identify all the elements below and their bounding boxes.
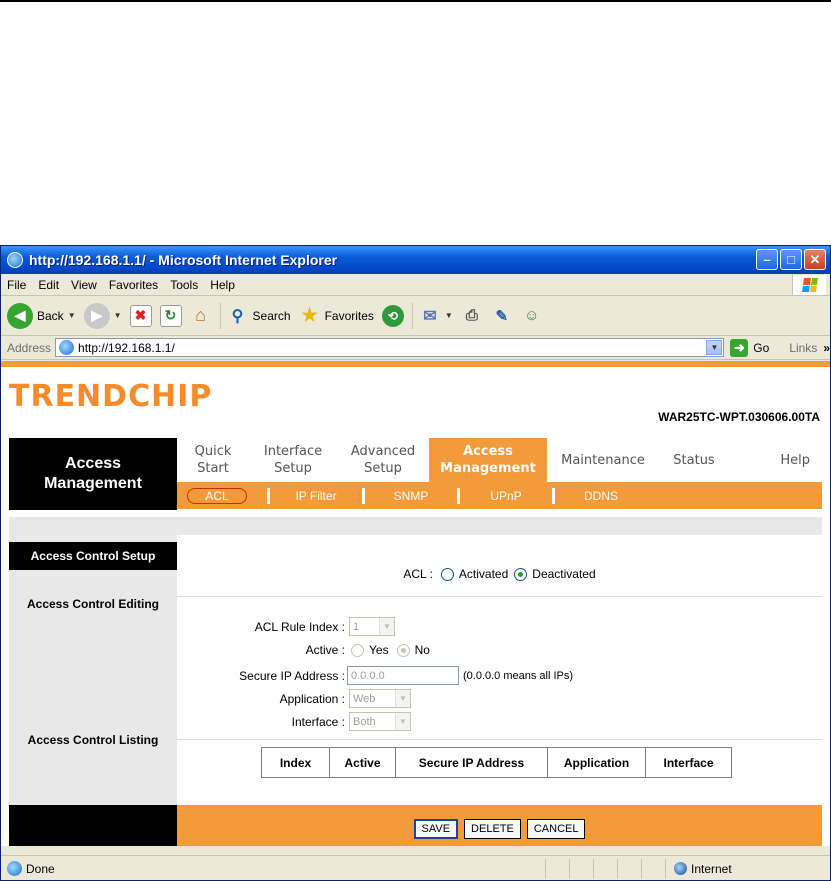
menu-bar (1, 274, 830, 296)
print-button[interactable] (461, 305, 483, 327)
section-title: Access Management (9, 438, 177, 510)
maximize-button[interactable]: □ (780, 249, 802, 270)
chevron-down-icon: ▼ (395, 713, 410, 730)
top-rule (0, 0, 831, 2)
subtab-acl[interactable]: ACL (187, 488, 247, 504)
interface-label: Interface : (291, 714, 345, 729)
subtab-ddns[interactable]: DDNS (583, 488, 618, 503)
interface-select[interactable] (349, 712, 411, 731)
search-label: Search (252, 308, 291, 323)
access-control-listing-label: Access Control Listing (27, 733, 159, 747)
chevron-down-icon: ▼ (379, 618, 394, 635)
chevron-down-icon: ▼ (67, 311, 76, 320)
globe-icon (674, 862, 687, 875)
secure-ip-hint: (0.0.0.0 means all IPs) (463, 669, 574, 682)
zone-label: Internet (691, 861, 732, 876)
footer-actions (177, 805, 822, 846)
status-pane (617, 859, 641, 879)
favorites-button[interactable] (299, 305, 374, 327)
toolbar-separator (412, 303, 413, 329)
acl-label: ACL : (403, 567, 433, 581)
acl-activated-radio[interactable] (441, 568, 454, 581)
address-dropdown-icon[interactable]: ▼ (706, 340, 722, 355)
col-application: Application (548, 748, 646, 778)
chevron-down-icon: ▼ (113, 311, 122, 320)
toolbar-separator (220, 303, 221, 329)
acl-deactivated-label: Deactivated (532, 567, 596, 581)
chevron-down-icon: ▼ (395, 690, 410, 707)
forward-arrow-icon: ▶ (84, 303, 110, 329)
window-title: http://192.168.1.1/ - Microsoft Internet Explorer (29, 252, 338, 268)
tab-advanced-setup[interactable]: Advanced Setup (350, 444, 416, 476)
status-pane (641, 859, 665, 879)
stop-button[interactable] (130, 305, 152, 327)
application-value: Web (353, 692, 376, 705)
save-button[interactable]: SAVE (414, 819, 459, 839)
menu-view[interactable]: View (71, 277, 97, 292)
active-yes-label: Yes (369, 643, 389, 657)
page-icon (59, 340, 74, 355)
minimize-button[interactable]: – (756, 249, 778, 270)
status-pane (569, 859, 593, 879)
application-select[interactable] (349, 689, 411, 708)
acl-listing-table (261, 747, 732, 778)
security-zone (665, 859, 830, 879)
secure-ip-row (177, 666, 573, 685)
home-button[interactable] (190, 305, 212, 327)
acl-row (177, 567, 822, 581)
back-button[interactable] (7, 303, 76, 329)
main-nav (177, 438, 822, 482)
interface-row (177, 712, 411, 731)
divider (177, 739, 822, 740)
stop-icon: ✖ (130, 305, 152, 327)
go-button[interactable]: Go (753, 340, 770, 355)
interface-value: Both (353, 715, 376, 728)
delete-button[interactable]: DELETE (464, 819, 521, 839)
left-column (9, 535, 177, 805)
active-label: Active : (305, 643, 345, 657)
active-yes-radio[interactable] (351, 644, 364, 657)
acl-deactivated-radio[interactable] (514, 568, 527, 581)
subtab-ip-filter[interactable]: IP Filter (295, 488, 337, 503)
subtab-snmp[interactable]: SNMP (393, 488, 429, 503)
tab-interface-setup[interactable]: Interface Setup (263, 444, 323, 476)
col-index: Index (262, 748, 330, 778)
messenger-icon: ☺ (524, 307, 540, 324)
edit-page-icon: ✎ (495, 307, 509, 325)
status-pane (545, 859, 569, 879)
tab-status[interactable]: Status (673, 452, 715, 468)
forward-button[interactable] (84, 303, 122, 329)
messenger-button[interactable] (521, 305, 543, 327)
standard-toolbar (1, 296, 830, 336)
close-button[interactable]: ✕ (804, 249, 826, 270)
mail-icon: ✉ (423, 307, 437, 325)
search-button[interactable] (227, 305, 291, 327)
back-arrow-icon: ◀ (7, 303, 33, 329)
title-bar[interactable] (1, 246, 830, 274)
status-pane (593, 859, 617, 879)
rule-index-label: ACL Rule Index : (254, 619, 345, 634)
subtab-upnp[interactable]: UPnP (490, 488, 522, 503)
favorites-label: Favorites (324, 308, 374, 323)
status-panes (545, 859, 830, 879)
tab-quick-start[interactable]: Quick Start (194, 444, 232, 476)
menu-tools[interactable]: Tools (170, 277, 199, 292)
status-text: Done (26, 861, 55, 876)
acl-activated-label: Activated (458, 567, 509, 581)
page-done-icon (7, 861, 22, 876)
access-control-editing-label: Access Control Editing (26, 597, 160, 611)
firmware-model: WAR25TC-WPT.030606.00TA (658, 410, 820, 424)
chevron-down-icon: ▼ (444, 311, 453, 320)
edit-button[interactable] (491, 305, 513, 327)
tab-access-management[interactable]: Access Management (429, 438, 547, 482)
menu-file[interactable]: File (7, 277, 27, 292)
access-control-setup-heading: Access Control Setup (9, 542, 177, 570)
address-bar (1, 336, 830, 360)
address-label: Address (7, 340, 52, 355)
history-button[interactable] (382, 305, 404, 327)
address-url: http://192.168.1.1/ (78, 340, 175, 355)
sub-nav (177, 482, 822, 509)
refresh-button[interactable] (160, 305, 182, 327)
col-secure-ip: Secure IP Address (396, 748, 548, 778)
application-row (177, 689, 411, 708)
acl-form (177, 535, 822, 805)
router-page (1, 361, 830, 846)
table-header-row (262, 748, 732, 778)
tab-help[interactable]: Help (780, 452, 810, 468)
history-icon: ⟲ (382, 305, 404, 327)
status-bar (1, 855, 830, 881)
menu-help[interactable]: Help (210, 277, 235, 292)
window-controls (756, 249, 826, 270)
links-chevron-icon[interactable]: » (823, 340, 830, 355)
tab-maintenance[interactable]: Maintenance (561, 452, 645, 468)
browser-window (0, 245, 831, 881)
active-row (177, 643, 430, 657)
search-icon: ⚲ (231, 307, 244, 325)
footer-left (9, 805, 177, 846)
refresh-icon: ↻ (160, 305, 182, 327)
links-label[interactable]: Links (789, 340, 818, 355)
go-arrow-icon[interactable]: ➜ (730, 339, 748, 357)
home-icon: ⌂ (195, 305, 206, 325)
rule-index-select[interactable] (349, 617, 395, 636)
gray-spacer (9, 517, 822, 535)
rule-index-row (177, 617, 395, 636)
windows-flag-icon (792, 275, 826, 295)
menu-edit[interactable]: Edit (38, 277, 60, 292)
secure-ip-label: Secure IP Address : (239, 668, 345, 683)
back-label: Back (37, 308, 64, 323)
printer-icon: ⎙ (465, 307, 478, 324)
divider (177, 596, 822, 597)
col-active: Active (330, 748, 396, 778)
secure-ip-input[interactable]: 0.0.0.0 (347, 666, 459, 685)
trendchip-logo: TRENDCHIP (9, 379, 213, 414)
address-input[interactable] (55, 338, 724, 357)
active-no-label: No (414, 643, 430, 657)
star-icon: ★ (301, 305, 318, 325)
ie-icon (7, 252, 23, 268)
col-interface: Interface (646, 748, 732, 778)
menu-favorites[interactable]: Favorites (108, 277, 159, 292)
rule-index-value: 1 (353, 620, 360, 633)
active-no-radio[interactable] (397, 644, 410, 657)
mail-button[interactable] (419, 305, 453, 327)
cancel-button[interactable]: CANCEL (527, 819, 586, 839)
application-label: Application : (279, 691, 345, 706)
